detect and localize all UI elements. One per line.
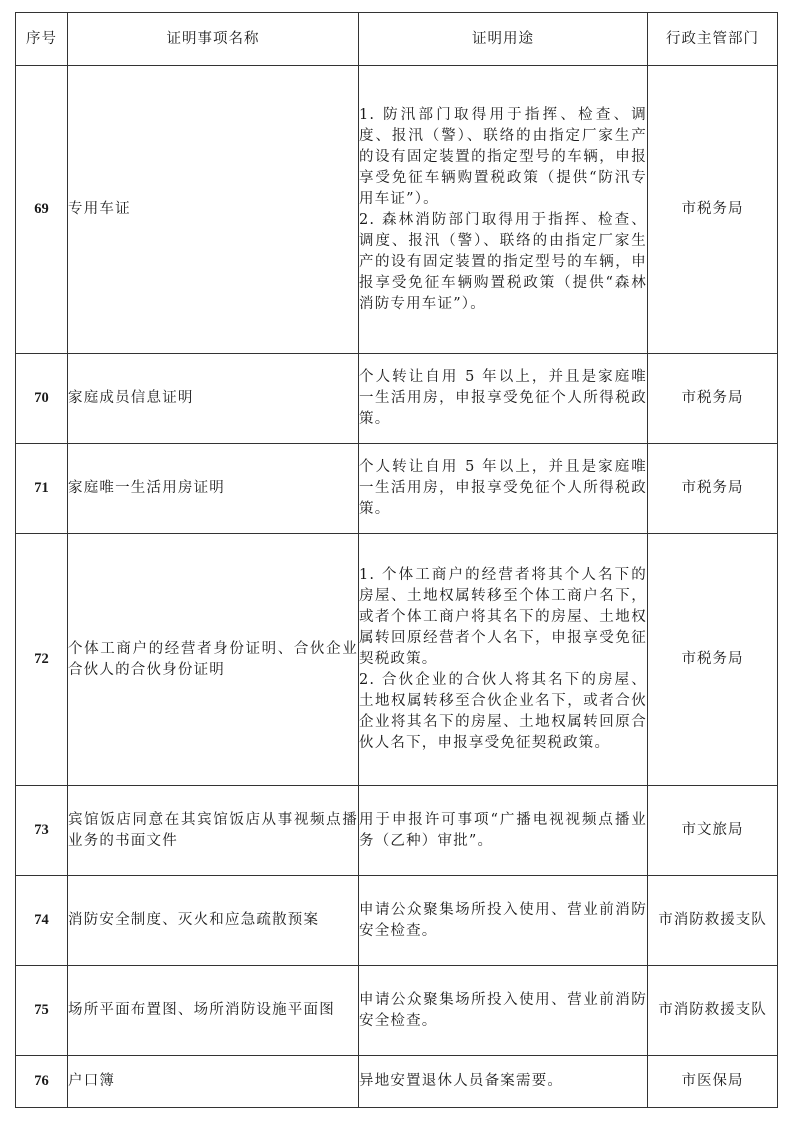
purpose-line: 个人转让自用 5 年以上，并且是家庭唯一生活用房，申报享受免征个人所得税政策。 [359, 459, 647, 517]
header-no: 序号 [16, 13, 68, 66]
item-dept: 市税务局 [648, 66, 778, 354]
item-dept: 市医保局 [648, 1056, 778, 1108]
purpose-line: 个人转让自用 5 年以上，并且是家庭唯一生活用房，申报享受免征个人所得税政策。 [359, 369, 647, 427]
purpose-line: 1. 个体工商户的经营者将其个人名下的房屋、土地权属转移至个体工商户名下，或者个体工商户将其名下的房屋、土地权属转回原经营者个人名下，申报享受免征契税政策。 [359, 567, 647, 667]
item-name: 户口簿 [68, 1056, 359, 1108]
item-dept: 市消防救援支队 [648, 876, 778, 966]
table-row [16, 966, 778, 1056]
table-row [16, 534, 778, 786]
purpose-line: 申请公众聚集场所投入使用、营业前消防安全检查。 [359, 901, 647, 939]
item-name: 家庭唯一生活用房证明 [68, 444, 359, 534]
table-row [16, 1056, 778, 1108]
item-name: 宾馆饭店同意在其宾馆饭店从事视频点播业务的书面文件 [68, 786, 359, 876]
row-number: 75 [16, 966, 68, 1056]
row-number: 74 [16, 876, 68, 966]
table-row [16, 786, 778, 876]
table-header-row [16, 13, 778, 66]
purpose-line: 2. 合伙企业的合伙人将其名下的房屋、土地权属转移至合伙企业名下，或者合伙企业将其名下的房屋、土地权属转回原合伙人名下，申报享受免征契税政策。 [359, 672, 647, 751]
item-dept: 市税务局 [648, 354, 778, 444]
row-number: 70 [16, 354, 68, 444]
item-purpose [359, 444, 648, 534]
purpose-line: 2. 森林消防部门取得用于指挥、检查、调度、报汛（警）、联络的由指定厂家生产的设有固定装置的指定型号的车辆，申报享受免征车辆购置税政策（提供“森林消防专用车证”）。 [359, 211, 647, 312]
item-dept: 市消防救援支队 [648, 966, 778, 1056]
purpose-line: 用于申报许可事项“广播电视视频点播业务（乙种）审批”。 [359, 811, 647, 849]
certificate-items-table [15, 12, 778, 1108]
table-row [16, 876, 778, 966]
item-purpose [359, 66, 648, 354]
table-row [16, 444, 778, 534]
item-dept: 市税务局 [648, 444, 778, 534]
item-name: 专用车证 [68, 66, 359, 354]
row-number: 73 [16, 786, 68, 876]
item-dept: 市文旅局 [648, 786, 778, 876]
header-dept: 行政主管部门 [648, 13, 778, 66]
row-number: 71 [16, 444, 68, 534]
item-name: 场所平面布置图、场所消防设施平面图 [68, 966, 359, 1056]
header-name: 证明事项名称 [68, 13, 359, 66]
table-row [16, 354, 778, 444]
header-purpose: 证明用途 [359, 13, 648, 66]
item-purpose [359, 966, 648, 1056]
row-number: 69 [16, 66, 68, 354]
item-name: 家庭成员信息证明 [68, 354, 359, 444]
item-name: 消防安全制度、灭火和应急疏散预案 [68, 876, 359, 966]
item-purpose [359, 354, 648, 444]
item-purpose [359, 1056, 648, 1108]
purpose-line: 异地安置退休人员备案需要。 [359, 1073, 564, 1089]
purpose-line: 1. 防汛部门取得用于指挥、检查、调度、报汛（警）、联络的由指定厂家生产的设有固定装置的指定型号的车辆，申报享受免征车辆购置税政策（提供“防汛专用车证”）。 [359, 106, 647, 207]
row-number: 72 [16, 534, 68, 786]
purpose-line: 申请公众聚集场所投入使用、营业前消防安全检查。 [359, 991, 647, 1029]
item-name: 个体工商户的经营者身份证明、合伙企业合伙人的合伙身份证明 [68, 534, 359, 786]
table-row [16, 66, 778, 354]
item-dept: 市税务局 [648, 534, 778, 786]
row-number: 76 [16, 1056, 68, 1108]
item-purpose [359, 786, 648, 876]
item-purpose [359, 876, 648, 966]
item-purpose [359, 534, 648, 786]
